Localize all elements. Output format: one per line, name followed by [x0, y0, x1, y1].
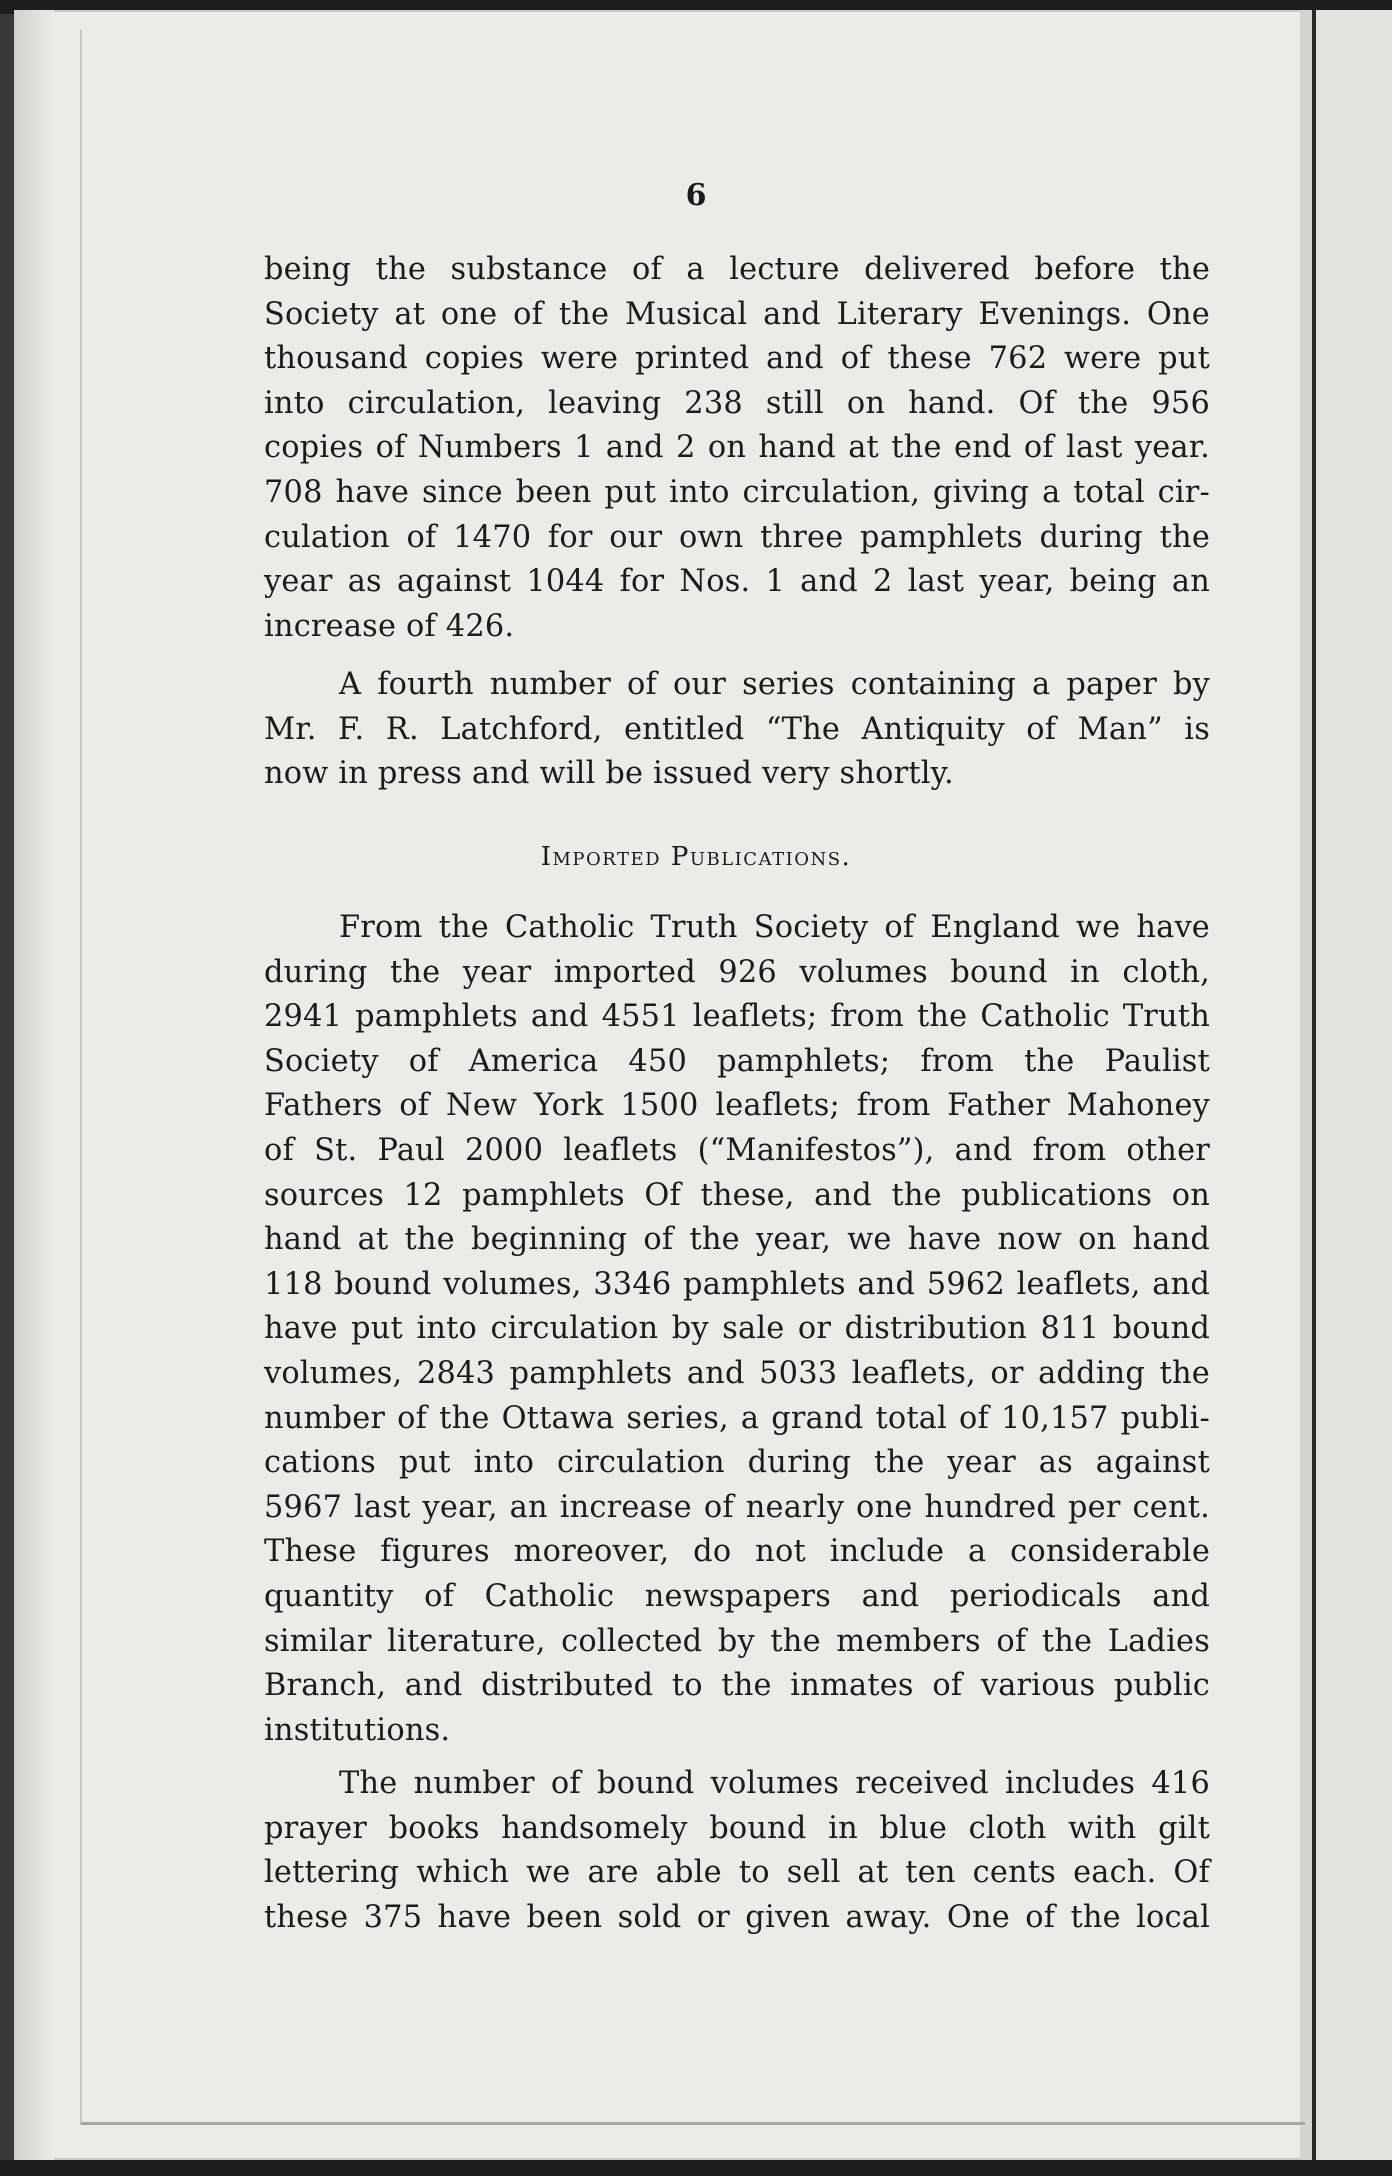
text-line: institutions.	[264, 1712, 451, 1748]
text-line: Branch, and distributed to the inmates of various public	[264, 1668, 1210, 1704]
text-line: now in press and will be issued very shortly.	[264, 756, 954, 792]
text-line: 118 bound volumes, 3346 pamphlets and 5962 leaflets, and	[264, 1266, 1210, 1302]
text-line: volumes, 2843 pamphlets and 5033 leaflets, or adding the	[264, 1355, 1210, 1391]
text-line: year as against 1044 for Nos. 1 and 2 last year, being an	[264, 564, 1210, 600]
text-line: Society at one of the Musical and Literary Evenings. One	[264, 296, 1210, 332]
paragraph-4	[264, 1762, 1210, 1940]
text-line: number of the Ottawa series, a grand total of 10,157 publi-	[264, 1400, 1210, 1436]
text-line: quantity of Catholic newspapers and periodicals and	[264, 1578, 1210, 1614]
text-line: into circulation, leaving 238 still on hand. Of the 956	[264, 385, 1210, 421]
adjacent-page-edge	[1312, 10, 1392, 2176]
text-line: being the substance of a lecture delivered before the	[264, 252, 1210, 287]
text-line: Society of America 450 pamphlets; from the Paulist	[264, 1043, 1210, 1079]
paragraph-1	[264, 248, 1210, 649]
text-line: culation of 1470 for our own three pamphlets during the	[264, 519, 1210, 555]
text-line: 708 have since been put into circulation, giving a total cir-	[264, 474, 1210, 510]
text-line: 2941 pamphlets and 4551 leaflets; from the Catholic Truth	[264, 999, 1210, 1035]
text-line: have put into circulation by sale or distribution 811 bound	[264, 1311, 1210, 1347]
text-line: these 375 have been sold or given away. One of the local	[264, 1899, 1210, 1935]
text-line: These figures moreover, do not include a considerable	[264, 1534, 1210, 1570]
text-line: Mr. F. R. Latchford, entitled “The Antiquity of Man” is	[264, 711, 1210, 747]
page-number: 6	[685, 178, 707, 213]
text-line: A fourth number of our series containing a paper by	[339, 667, 1210, 702]
text-line: sources 12 pamphlets Of these, and the publications on	[264, 1177, 1210, 1213]
text-line: Fathers of New York 1500 leaflets; from Father Mahoney	[264, 1088, 1210, 1124]
text-line: From the Catholic Truth Society of England we have	[339, 910, 1210, 945]
scan-bottom-border	[0, 2160, 1392, 2176]
paragraph-2	[264, 663, 1210, 797]
text-line: cations put into circulation during the year as against	[264, 1445, 1210, 1481]
paragraph-3	[264, 906, 1210, 1753]
text-line: of St. Paul 2000 leaflets (“Manifestos”), and from other	[264, 1132, 1210, 1168]
section-heading: Imported Publications.	[540, 842, 852, 872]
text-line: hand at the beginning of the year, we have now on hand	[264, 1222, 1210, 1258]
text-line: copies of Numbers 1 and 2 on hand at the end of last year.	[264, 430, 1210, 466]
text-line: during the year imported 926 volumes bound in cloth,	[264, 954, 1210, 990]
text-line: increase of 426.	[264, 608, 515, 644]
text-line: thousand copies were printed and of these 762 were put	[264, 341, 1210, 377]
page-gutter-shadow	[14, 10, 54, 2160]
text-line: The number of bound volumes received includes 416	[339, 1766, 1210, 1801]
text-line: 5967 last year, an increase of nearly one hundred per cent.	[264, 1489, 1210, 1525]
text-line: similar literature, collected by the members of the Ladies	[264, 1623, 1210, 1659]
text-line: lettering which we are able to sell at ten cents each. Of	[264, 1855, 1210, 1891]
text-line: prayer books handsomely bound in blue cloth with gilt	[264, 1810, 1210, 1846]
